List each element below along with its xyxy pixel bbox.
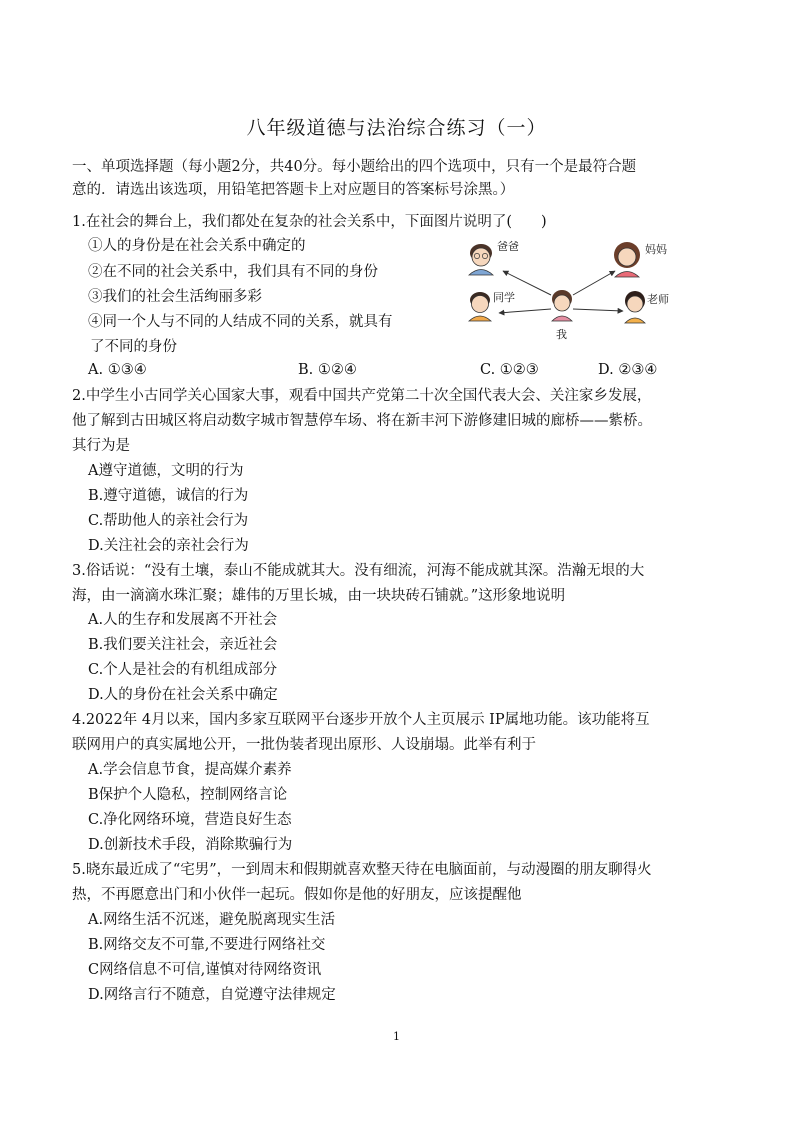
teacher-figure [625,291,645,323]
page-title: 八年级道德与法治综合练习（一） [246,117,547,139]
q1-item-4: ④同一个人与不同的人结成不同的关系，就具有 [88,314,393,330]
q1-choice-c: C. ①②③ [480,362,539,378]
q1-stem: 1.在社会的舞台上，我们都处在复杂的社会关系中，下面图片说明了( ) [72,214,547,230]
teacher-label: 老师 [647,293,669,306]
q5-stem-2: 热，不再愿意出门和小伙伴一起玩。假如你是他的好朋友，应该提醒他 [72,887,522,903]
page-number: 1 [393,1030,400,1043]
q5-option-a: A.网络生活不沉迷，避免脱离现实生活 [88,912,336,928]
arrow-to-classmate [499,309,551,313]
q1-item-3: ③我们的社会生活绚丽多彩 [88,289,262,305]
relationship-diagram [465,233,685,345]
q2-option-b: B.遵守道德，诚信的行为 [88,488,249,504]
q1-item-2: ②在不同的社会关系中，我们具有不同的身份 [88,264,378,280]
q1-choice-d: D. ②③④ [598,362,658,378]
mom-figure [614,242,640,277]
q5-option-b: B.网络交友不可靠,不要进行网络社交 [88,937,326,953]
dad-figure [469,244,493,275]
q2-stem-2: 他了解到古田城区将启动数字城市智慧停车场、将在新丰河下游修建旧城的廊桥——紫桥。 [72,413,652,429]
q1-choice-b: B. ①②④ [298,362,357,378]
q2-option-c: C.帮助他人的亲社会行为 [88,513,249,529]
q1-item-1: ①人的身份是在社会关系中确定的 [88,238,306,254]
q4-stem-1: 4.2022年 4月以来，国内多家互联网平台逐步开放个人主页展示 IP属地功能。该功能将互 [72,712,650,728]
me-figure [552,290,572,321]
q5-option-c: C网络信息不可信,谨慎对待网络资讯 [88,962,322,978]
q3-option-c: C.个人是社会的有机组成部分 [88,662,278,678]
dad-label: 爸爸 [497,240,519,253]
arrow-to-teacher [573,309,623,311]
classmate-figure [469,292,491,321]
arrow-to-mom [573,271,615,295]
instructions-line-1: 一、单项选择题（每小题2分，共40分。每小题给出的四个选项中，只有一个是最符合题 [72,159,637,175]
q4-option-c: C.净化网络环境，营造良好生态 [88,812,292,828]
q3-option-a: A.人的生存和发展离不开社会 [88,612,278,628]
classmate-label: 同学 [493,291,515,304]
relationship-diagram-svg [465,233,685,345]
q2-stem-3: 其行为是 [72,438,130,454]
q4-stem-2: 联网用户的真实属地公开，一批伪装者现出原形、人设崩塌。此举有利于 [72,737,536,753]
q5-option-d: D.网络言行不随意，自觉遵守法律规定 [88,987,336,1003]
q4-option-a: A.学会信息节食，提高媒介素养 [88,762,292,778]
q3-stem-2: 海，由一滴滴水珠汇聚；雄伟的万里长城，由一块块砖石铺就。”这形象地说明 [72,588,566,604]
instructions-line-2: 意的．请选出该选项，用铅笔把答题卡上对应题目的答案标号涂黑。） [72,182,515,198]
q3-option-d: D.人的身份在社会关系中确定 [88,687,278,703]
q2-option-a: A遵守道德，文明的行为 [88,463,244,479]
mom-label: 妈妈 [645,243,667,256]
me-label: 我 [556,328,567,341]
q4-option-d: D.创新技术手段，消除欺骗行为 [88,837,293,853]
q3-option-b: B.我们要关注社会，亲近社会 [88,637,278,653]
q2-option-d: D.关注社会的亲社会行为 [88,538,249,554]
q1-choice-a: A. ①③④ [88,362,147,378]
q3-stem-1: 3.俗话说：“没有土壤，泰山不能成就其大。没有细流，河海不能成就其深。浩瀚无垠的大 [72,563,645,579]
q1-item-4-cont: 了不同的身份 [90,339,177,355]
q4-option-b: B保护个人隐私，控制网络言论 [88,787,288,803]
q5-stem-1: 5.晓东最近成了“宅男”，一到周末和假期就喜欢整天待在电脑面前，与动漫圈的朋友聊得火 [72,862,652,878]
q2-stem-1: 2.中学生小古同学关心国家大事，观看中国共产党第二十次全国代表大会、关注家乡发展， [72,388,652,404]
